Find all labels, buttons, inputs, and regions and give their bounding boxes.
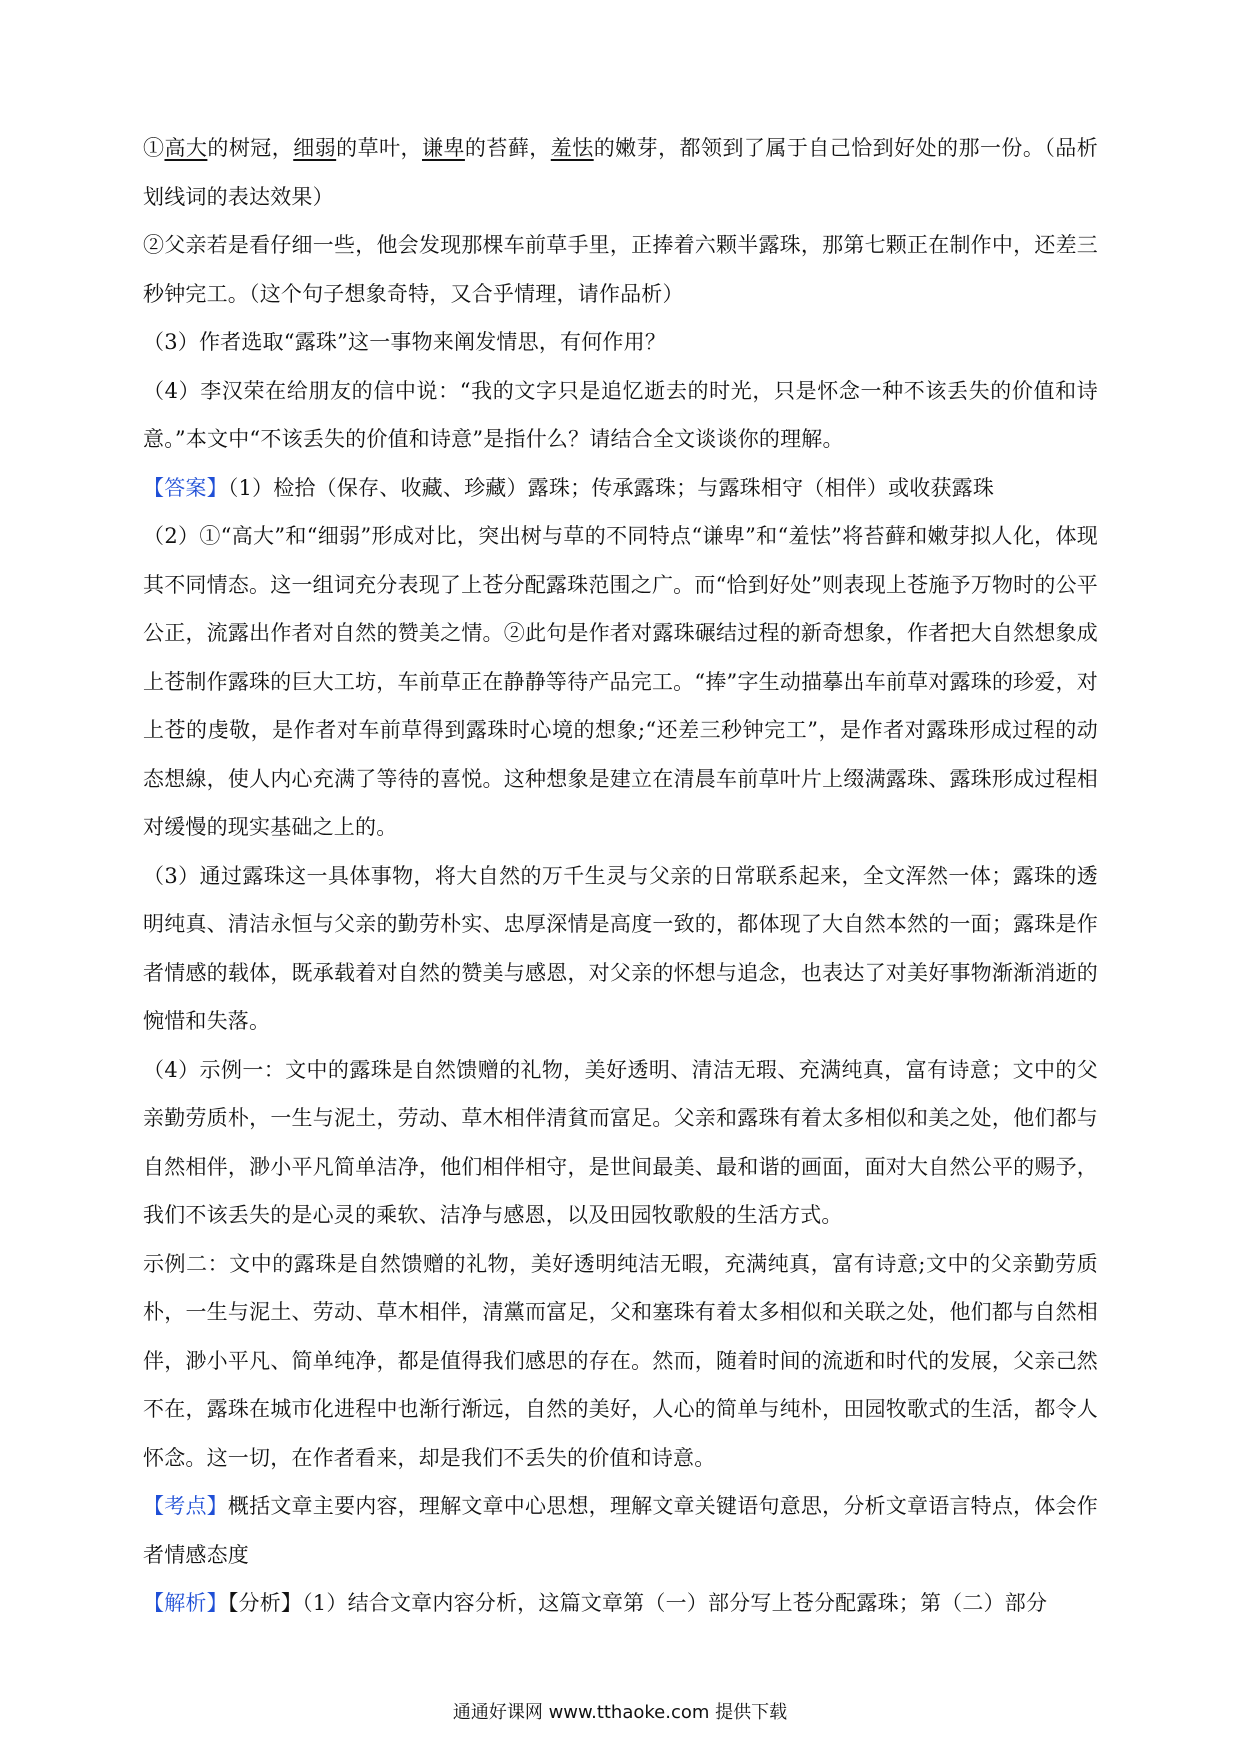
answer-3: （3）通过露珠这一具体事物，将大自然的万千生灵与父亲的日常联系起来，全文浑然一体；露珠的透明纯真、清洁永恒与父亲的勤劳朴实、忠厚深情是高度一致的，都体现了大自然本然的一面；露珠是作者情感的载体，既承载着对自然的赞美与感恩，对父亲的怀想与追念，也表达了对美好事物渐渐消逝的惋惜和失落。	[143, 863, 1098, 1033]
question-4: （4）李汉荣在给朋友的信中说：“我的文字只是追忆逝去的时光，只是怀念一种不该丢失的价值和诗意。”本文中“不该丢失的价值和诗意”是指什么？请结合全文谈谈你的理解。	[143, 378, 1098, 451]
answer-4-example-1: （4）示例一：文中的露珠是自然馈赠的礼物，美好透明、清洁无瑕、充满纯真，富有诗意；文中的父亲勤劳质朴，一生与泥土，劳动、草木相伴清貧而富足。父亲和露珠有着太多相似和美之处，他们都与自然相伴，渺小平凡简单洁净，他们相伴相守，是世间最美、最和谐的画面，面对大自然公平的赐予，我们不该丢失的是心灵的乘软、洁净与感恩，以及田园牧歌般的生活方式。	[143, 1057, 1098, 1227]
text-segment: 的草叶，	[336, 136, 422, 160]
question-2-sentence-2: ②父亲若是看仔细一些，他会发现那棵车前草手里，正捧着六颗半露珠，那第七颗正在制作中，还差三秒钟完工。（这个句子想象奇特，又合乎情理，请作品析）	[143, 233, 1098, 306]
underlined-word: 羞怯	[550, 136, 594, 160]
question-3: （3）作者选取“露珠”这一事物来阐发情思，有何作用？	[143, 330, 667, 354]
document-body	[143, 124, 1098, 1628]
question-2-sentence-1	[143, 124, 1098, 221]
text-segment: 的树冠，	[207, 136, 294, 160]
kaodian-section	[143, 1482, 1098, 1579]
jiexi-text: 【分析】（1）结合文章内容分析，这篇文章第（一）部分写上苍分配露珠；第（二）部分	[227, 1591, 1048, 1615]
kaodian-tag: 【考点】	[143, 1494, 228, 1518]
answer-4-example-2: 示例二：文中的露珠是自然馈赠的礼物，美好透明纯洁无暇，充满纯真，富有诗意;文中的父亲勤劳质朴，一生与泥土、劳动、草木相伴，清黨而富足，父和塞珠有着太多相似和关联之处，他们都与自然相伴，渺小平凡、简单纯净，都是值得我们感思的存在。然而，随着时间的流逝和时代的发展，父亲己然不在，露珠在城市化进程中也渐行渐远，自然的美好，人心的简单与纯朴，田园牧歌式的生活，都令人怀念。这一切，在作者看来，却是我们不丢失的价值和诗意。	[143, 1251, 1098, 1470]
text-segment: 的苔藓，	[464, 136, 551, 160]
underlined-word: 细弱	[293, 136, 337, 160]
answer-1-text: （1）检拾（保存、收藏、珍藏）露珠；传承露珠；与露珠相守（相伴）或收获露珠	[227, 475, 995, 500]
kaodian-text: 概括文章主要内容，理解文章中心思想，理解文章关键语句意思，分析文章语言特点，体会作者情感态度	[143, 1494, 1098, 1567]
answer-1	[143, 464, 1098, 513]
answer-2: （2）①“高大”和“细弱”形成对比，突出树与草的不同特点“谦卑”和“羞怯”将苔藓和嫩芽拟人化，体现其不同情态。这一组词充分表现了上苍分配露珠范围之广。而“恰到好处”则表现上苍施予万物时的公平公正，流露出作者对自然的赞美之情。②此句是作者对露珠碾结过程的新奇想象，作者把大自然想象成上苍制作露珠的巨大工坊，车前草正在静静等待产品完工。“捧”字生动描摹出车前草对露珠的珍爱，对上苍的虔敬，是作者对车前草得到露珠时心境的想象;“还差三秒钟完工”，是作者对露珠形成过程的动态想線，使人内心充满了等待的喜悦。这种想象是建立在清晨车前草叶片上缀满露珠、露珠形成过程相对缓慢的现实基础之上的。	[143, 524, 1098, 839]
text-segment: 的嫩芽，都领到了属于自己恰到好处的那一份。（品析划线词的表达效果）	[143, 136, 1098, 209]
sentence-number: ①	[143, 136, 165, 160]
underlined-word: 高大	[164, 136, 208, 160]
underlined-word: 谦卑	[422, 136, 465, 160]
jiexi-tag: 【解析】	[143, 1591, 228, 1615]
answer-tag: 【答案】	[143, 475, 228, 500]
jiexi-section	[143, 1579, 1098, 1628]
page-footer: 通通好课网 www.tthaoke.com 提供下载	[452, 1702, 788, 1723]
